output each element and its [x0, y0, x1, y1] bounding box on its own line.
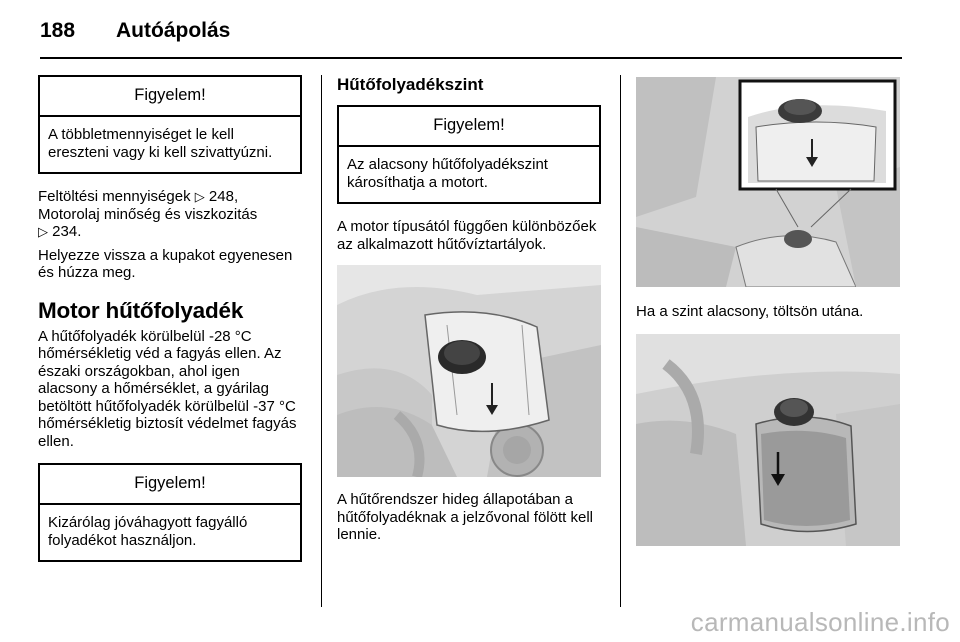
capacity-reference: Feltöltési mennyiségek ▷ 248, Motorolaj minőség és viszkozitás ▷ 234.	[38, 188, 258, 240]
column-divider	[321, 75, 322, 607]
arrow-reference-icon: ▷	[38, 224, 48, 239]
column-left	[38, 75, 302, 562]
header-rule	[40, 57, 902, 59]
oil-page-link[interactable]: 234.	[52, 223, 82, 240]
top-up-paragraph: Ha a szint alacsony, töltsön utána.	[636, 303, 864, 320]
warning-title: Figyelem!	[40, 465, 300, 505]
page-number: 188	[40, 19, 76, 42]
warning-title: Figyelem!	[40, 77, 300, 117]
capacity-page-link[interactable]: 248,	[208, 188, 239, 205]
coolant-tank-illustration	[337, 265, 601, 477]
warning-text: Kizárólag jóváhagyott fagyálló folyadékot használjon.	[48, 514, 248, 549]
tank-types-paragraph: A motor típusától függően különbözőek az alkalmazott hűtővíztartályok.	[337, 218, 597, 253]
warning-text: A többletmennyiséget le kell ereszteni vagy ki kell szivattyúzni.	[48, 126, 273, 161]
coolant-paragraph: A hűtőfolyadék körülbelül -28 °C hőmérsékletig véd a fagyás ellen. Az északi országokban, ahol igen alacsony a hőmérséklet, a gyárilag betöltött hűtőfolyadék körülbelül -37 °C hőmérsékletig biztosít védelmet fagyás ellen.	[38, 327, 297, 450]
subsection-heading: Hűtőfolyadékszint	[337, 75, 484, 94]
warning-box	[38, 75, 302, 174]
warning-text: Az alacsony hűtőfolyadékszint károsíthatja a motort.	[347, 156, 548, 191]
page-header	[40, 19, 230, 43]
tank-detail-illustration	[636, 77, 900, 287]
column-right	[636, 77, 900, 546]
warning-title: Figyelem!	[339, 107, 599, 147]
warning-box	[337, 105, 601, 204]
warning-box	[38, 463, 302, 562]
arrow-reference-icon: ▷	[194, 189, 205, 204]
column-divider	[620, 75, 621, 607]
watermark: carmanualsonline.info	[690, 607, 950, 637]
tank-refill-illustration	[636, 334, 900, 546]
column-middle	[337, 75, 601, 544]
cap-instruction: Helyezze vissza a kupakot egyenesen és húzza meg.	[38, 246, 293, 281]
cold-level-paragraph: A hűtőrendszer hideg állapotában a hűtőfolyadéknak a jelzővonal fölött kell lennie.	[337, 491, 593, 543]
section-heading: Motor hűtőfolyadék	[38, 297, 244, 323]
page-title: Autóápolás	[116, 19, 231, 42]
